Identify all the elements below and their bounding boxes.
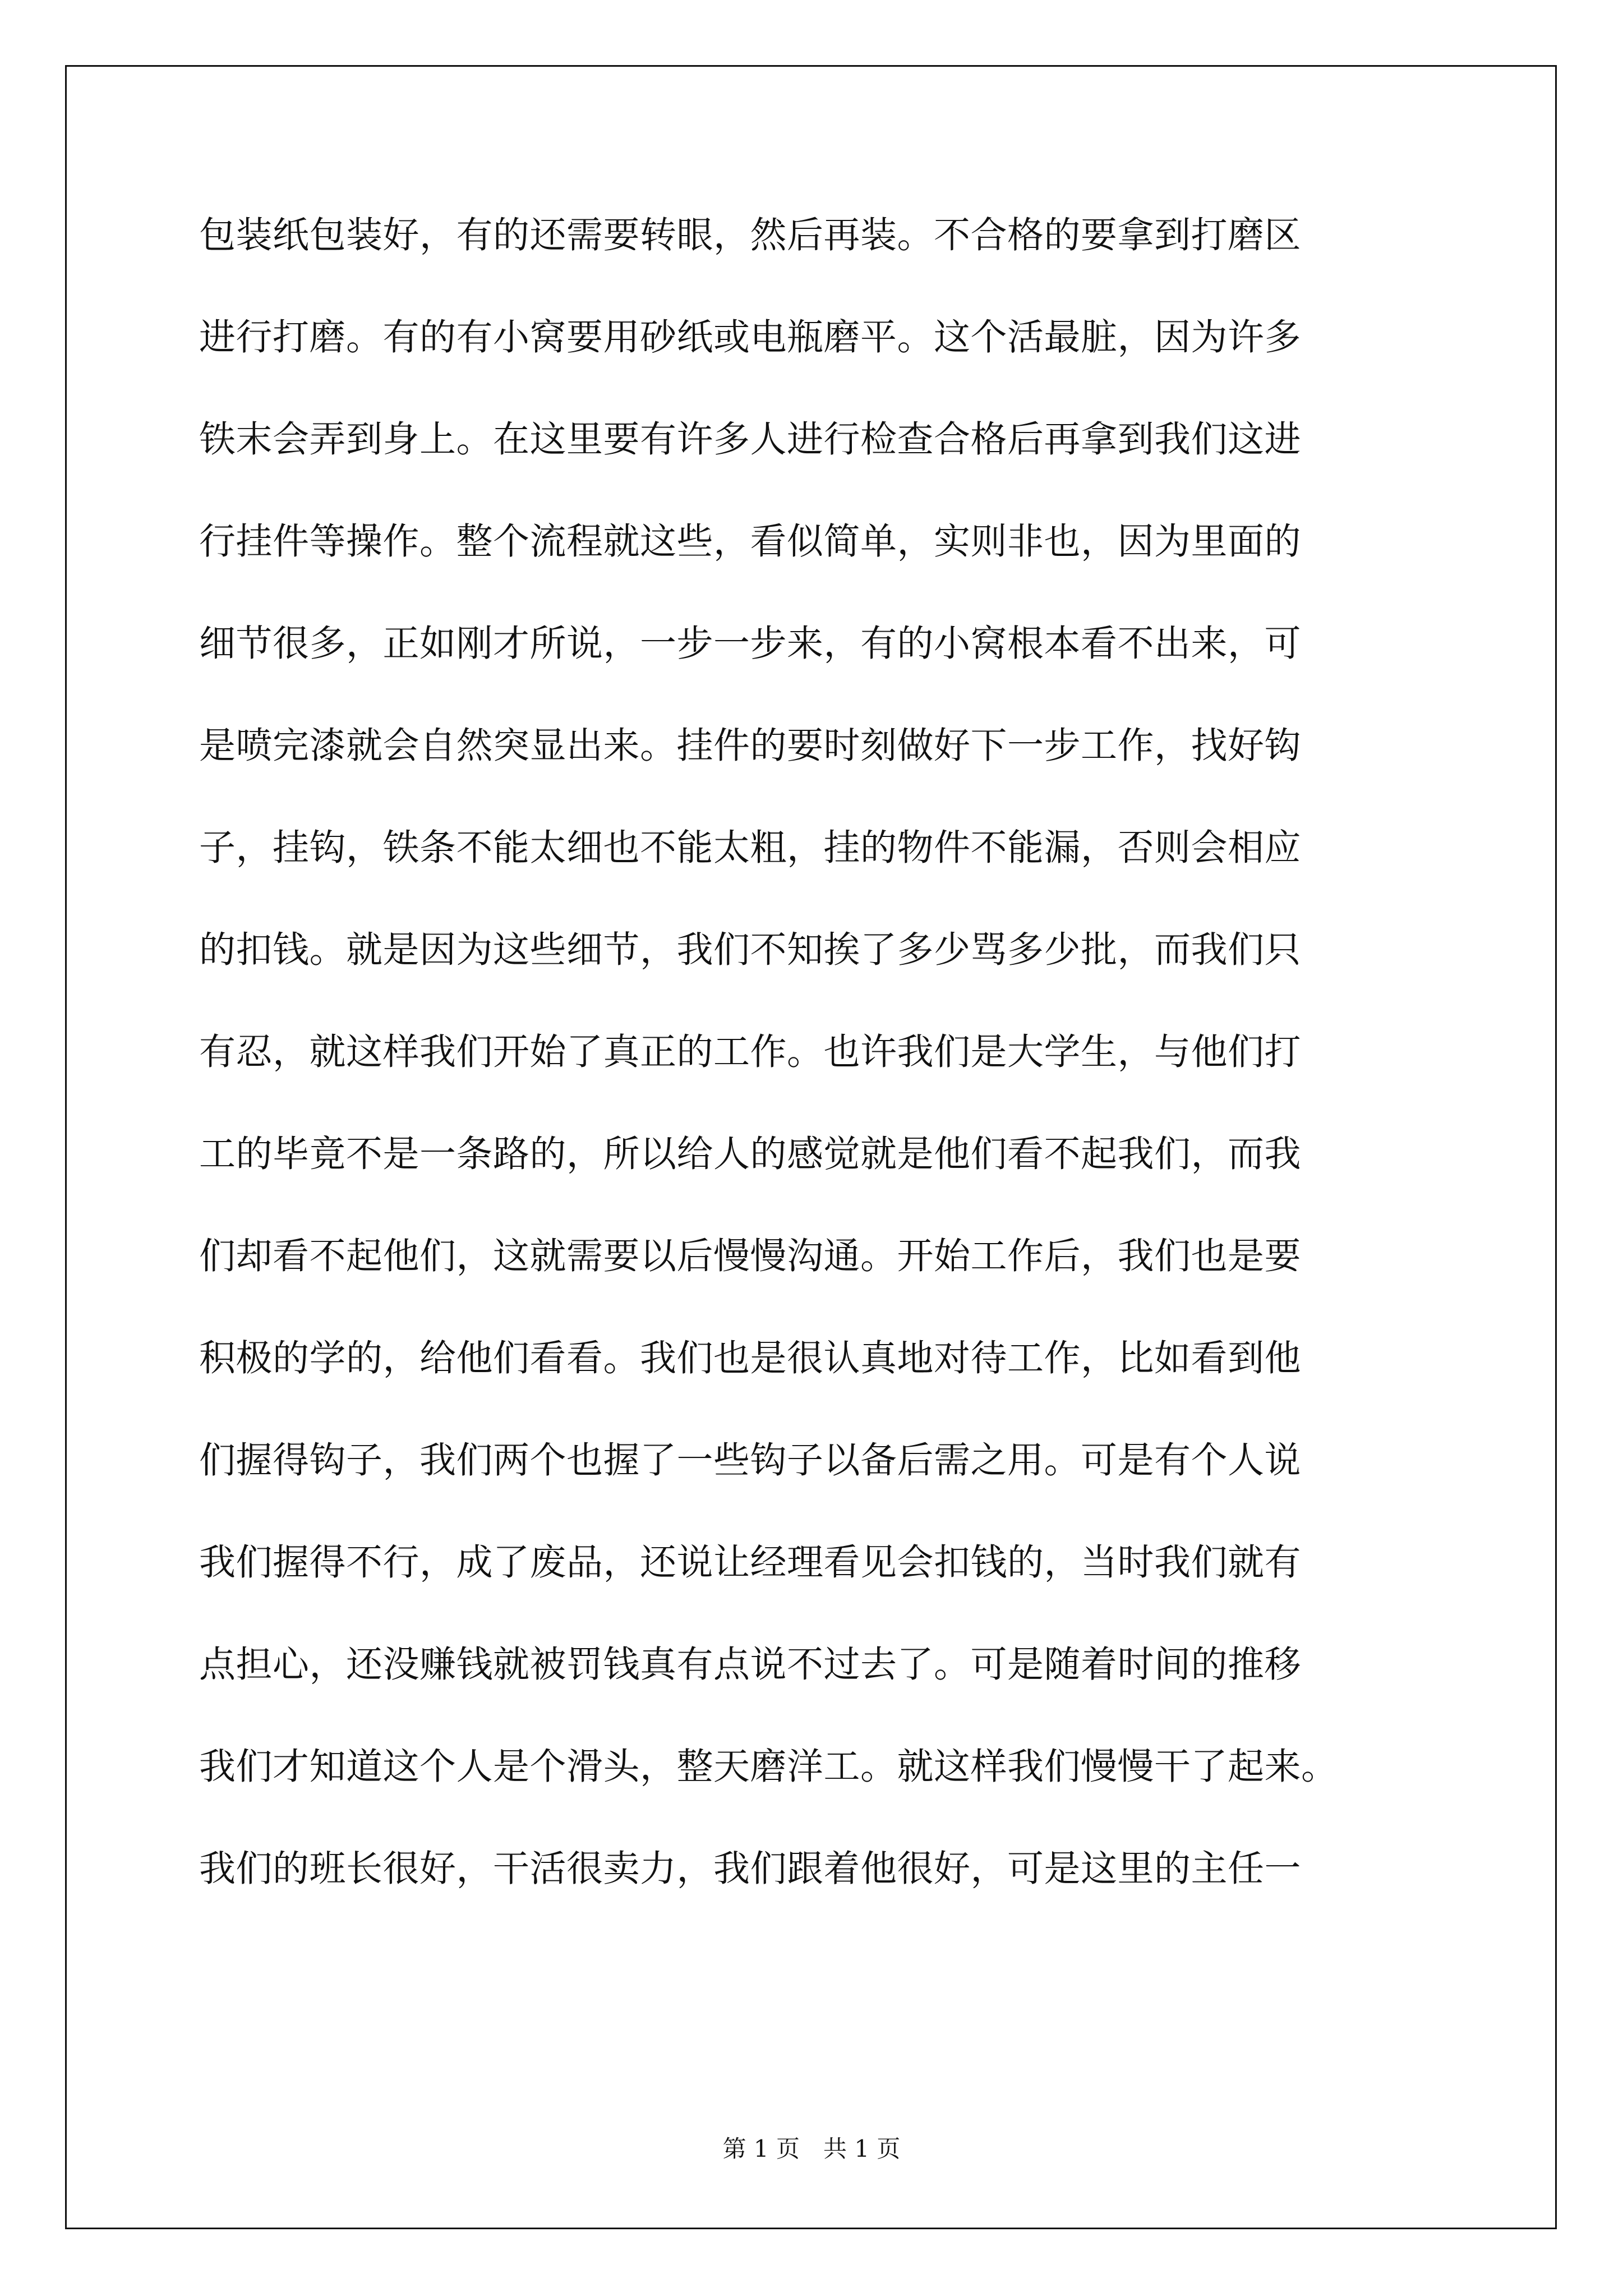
text-line: 积极的学的，给他们看看。我们也是很认真地对待工作，比如看到他 (199, 1337, 1302, 1379)
text-line: 有忍，就这样我们开始了真正的工作。也许我们是大学生，与他们打 (199, 1031, 1302, 1073)
text-line: 我们的班长很好，干活很卖力，我们跟着他很好，可是这里的主任一 (199, 1848, 1302, 1890)
text-line: 我们才知道这个人是个滑头，整天磨洋工。就这样我们慢慢干了起来。 (199, 1746, 1338, 1788)
text-line: 我们握得不行，成了废品，还说让经理看见会扣钱的，当时我们就有 (199, 1542, 1302, 1584)
text-line: 行挂件等操作。整个流程就这些，看似简单，实则非也，因为里面的 (199, 521, 1302, 563)
text-line: 铁末会弄到身上。在这里要有许多人进行检查合格后再拿到我们这进 (199, 418, 1302, 461)
text-line: 们却看不起他们，这就需要以后慢慢沟通。开始工作后，我们也是要 (199, 1235, 1302, 1277)
text-line: 们握得钩子，我们两个也握了一些钩子以备后需之用。可是有个人说 (199, 1439, 1302, 1481)
text-line: 的扣钱。就是因为这些细节，我们不知挨了多少骂多少批，而我们只 (199, 929, 1302, 971)
text-line: 是喷完漆就会自然突显出来。挂件的要时刻做好下一步工作，找好钩 (199, 725, 1302, 767)
document-body (199, 216, 1455, 1952)
text-line: 子，挂钩，铁条不能太细也不能太粗，挂的物件不能漏，否则会相应 (199, 827, 1302, 869)
text-line: 细节很多，正如刚才所说，一步一步来，有的小窝根本看不出来，可 (199, 623, 1302, 665)
text-line: 包装纸包装好，有的还需要转眼，然后再装。不合格的要拿到打磨区 (199, 214, 1302, 256)
text-line: 点担心，还没赚钱就被罚钱真有点说不过去了。可是随着时间的推移 (199, 1644, 1302, 1686)
page-number-footer: 第 1 页 共 1 页 (722, 2135, 901, 2162)
text-line: 工的毕竟不是一条路的，所以给人的感觉就是他们看不起我们，而我 (199, 1133, 1302, 1175)
text-line: 进行打磨。有的有小窝要用砂纸或电瓶磨平。这个活最脏，因为许多 (199, 316, 1302, 358)
